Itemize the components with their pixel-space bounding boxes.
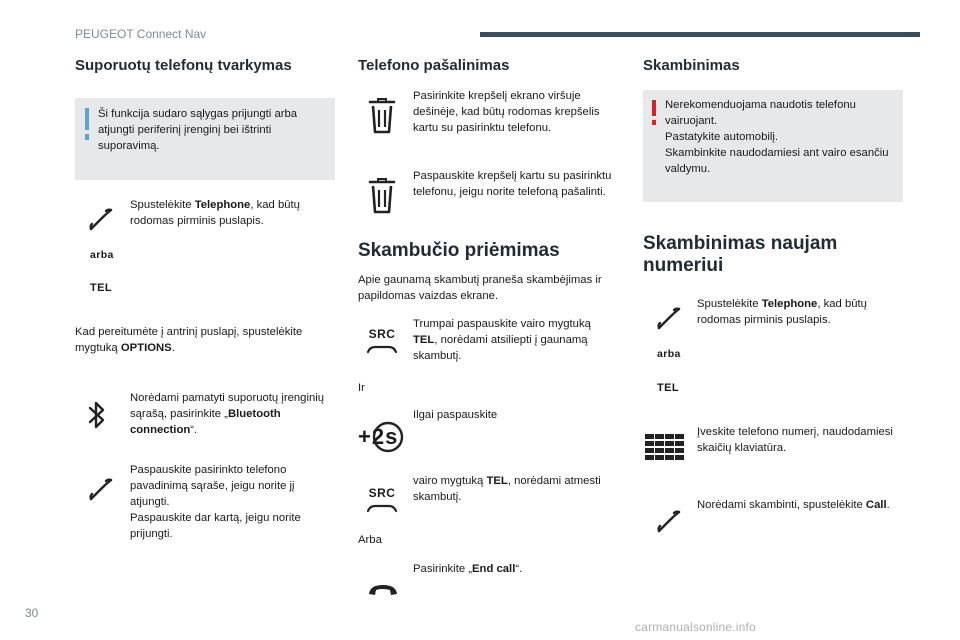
keypad-instruction: Įveskite telefono numerį, naudodamiesi skaičių klaviatūra. (697, 426, 893, 454)
trash-icon (368, 98, 396, 134)
phone-handset-icon-4 (656, 508, 682, 534)
long-press-instruction: Ilgai paspauskite (413, 409, 498, 421)
header-rule (480, 32, 920, 37)
and-label: Ir (358, 382, 365, 394)
long-press-ring-icon (371, 420, 405, 454)
options-instruction: Kad pereitumėte į antrinį puslapį, spustelėkite mygtuką OPTIONS. (75, 326, 303, 354)
heading-receive-call: Skambučio priėmimas (358, 240, 560, 261)
bluetooth-instruction: Norėdami pamatyti suporuotų įrenginių sąrašą, pasirinkite „Bluetooth connection“. (130, 392, 325, 436)
steering-button-icon-2 (366, 504, 398, 514)
steering-button-icon (366, 345, 398, 355)
trash-icon-2 (368, 178, 396, 214)
info-note (75, 98, 335, 180)
accept-call-instruction: Trumpai paspauskite vairo mygtuką TEL, norėdami atsiliepti į gaunamą skambutį. (413, 318, 591, 362)
tel-label-2: TEL (657, 382, 679, 394)
header-title: PEUGEOT Connect Nav (75, 27, 207, 41)
info-note-text: Ši funkcija sudaro sąlygas prijungti arba atjungti periferinį įrenginį bei ištrinti suporavimą. (98, 108, 298, 152)
warning-note (643, 90, 903, 202)
page-number: 30 (25, 606, 39, 620)
src-label-2: SRC (368, 486, 396, 500)
src-label: SRC (368, 327, 396, 341)
receive-call-intro: Apie gaunamą skambutį praneša skambėjimas ir papildomas vaizdas ekrane. (358, 274, 602, 302)
keypad-icon (645, 434, 685, 462)
heading-calling: Skambinimas (643, 57, 740, 74)
tel-label: TEL (90, 282, 112, 294)
phone-handset-icon-2 (88, 476, 114, 502)
step-telephone-2: Spustelėkite Telephone, kad būtų rodomas pirminis puslapis. (697, 298, 867, 326)
heading-paired-phones: Suporuotų telefonų tvarkymas (75, 57, 292, 74)
end-call-instruction: Pasirinkite „End call“. (413, 563, 523, 575)
or-label-2: Arba (358, 534, 382, 546)
phone-handset-icon-3 (656, 305, 682, 331)
info-icon (85, 108, 89, 130)
phone-handset-icon (88, 206, 114, 232)
trash-delete-instruction: Paspauskite krepšelį kartu su pasirinktu telefonu, jeigu norite telefoną pašalinti. (413, 170, 612, 198)
phone-disconnect-instruction: Paspauskite pasirinkto telefono pavadinimą sąraše, jeigu norite jį atjungti. Paspauskite dar kartą, jeigu norite prijungti. (130, 464, 301, 540)
watermark: carmanualsonline.info (635, 620, 756, 634)
warning-note-text: Nerekomenduojama naudotis telefonu vairuojant. Pastatykite automobilį. Skambinkite naudodamiesi ant vairo esančiu valdymu. (665, 99, 889, 175)
heading-new-number: Skambinimas naujam numeriui (643, 233, 838, 276)
heading-remove-phone: Telefono pašalinimas (358, 57, 510, 74)
call-instruction: Norėdami skambinti, spustelėkite Call. (697, 499, 890, 511)
reject-call-instruction: vairo mygtuką TEL, norėdami atmesti skambutį. (413, 475, 601, 503)
trash-select-instruction: Pasirinkite krepšelį ekrano viršuje dešinėje, kad būtų rodomas krepšelis kartu su pasirinktu telefonu. (413, 90, 600, 134)
info-icon-dot (85, 134, 89, 140)
or-label-3: arba (657, 348, 681, 360)
long-press-label: +2s (358, 424, 399, 449)
warning-icon (652, 100, 656, 116)
bluetooth-icon (87, 400, 107, 430)
step-telephone: Spustelėkite Telephone, kad būtų rodomas pirminis puslapis. (130, 199, 300, 227)
end-call-icon (366, 582, 400, 598)
warning-icon-dot (652, 120, 656, 125)
or-label: arba (90, 249, 114, 261)
